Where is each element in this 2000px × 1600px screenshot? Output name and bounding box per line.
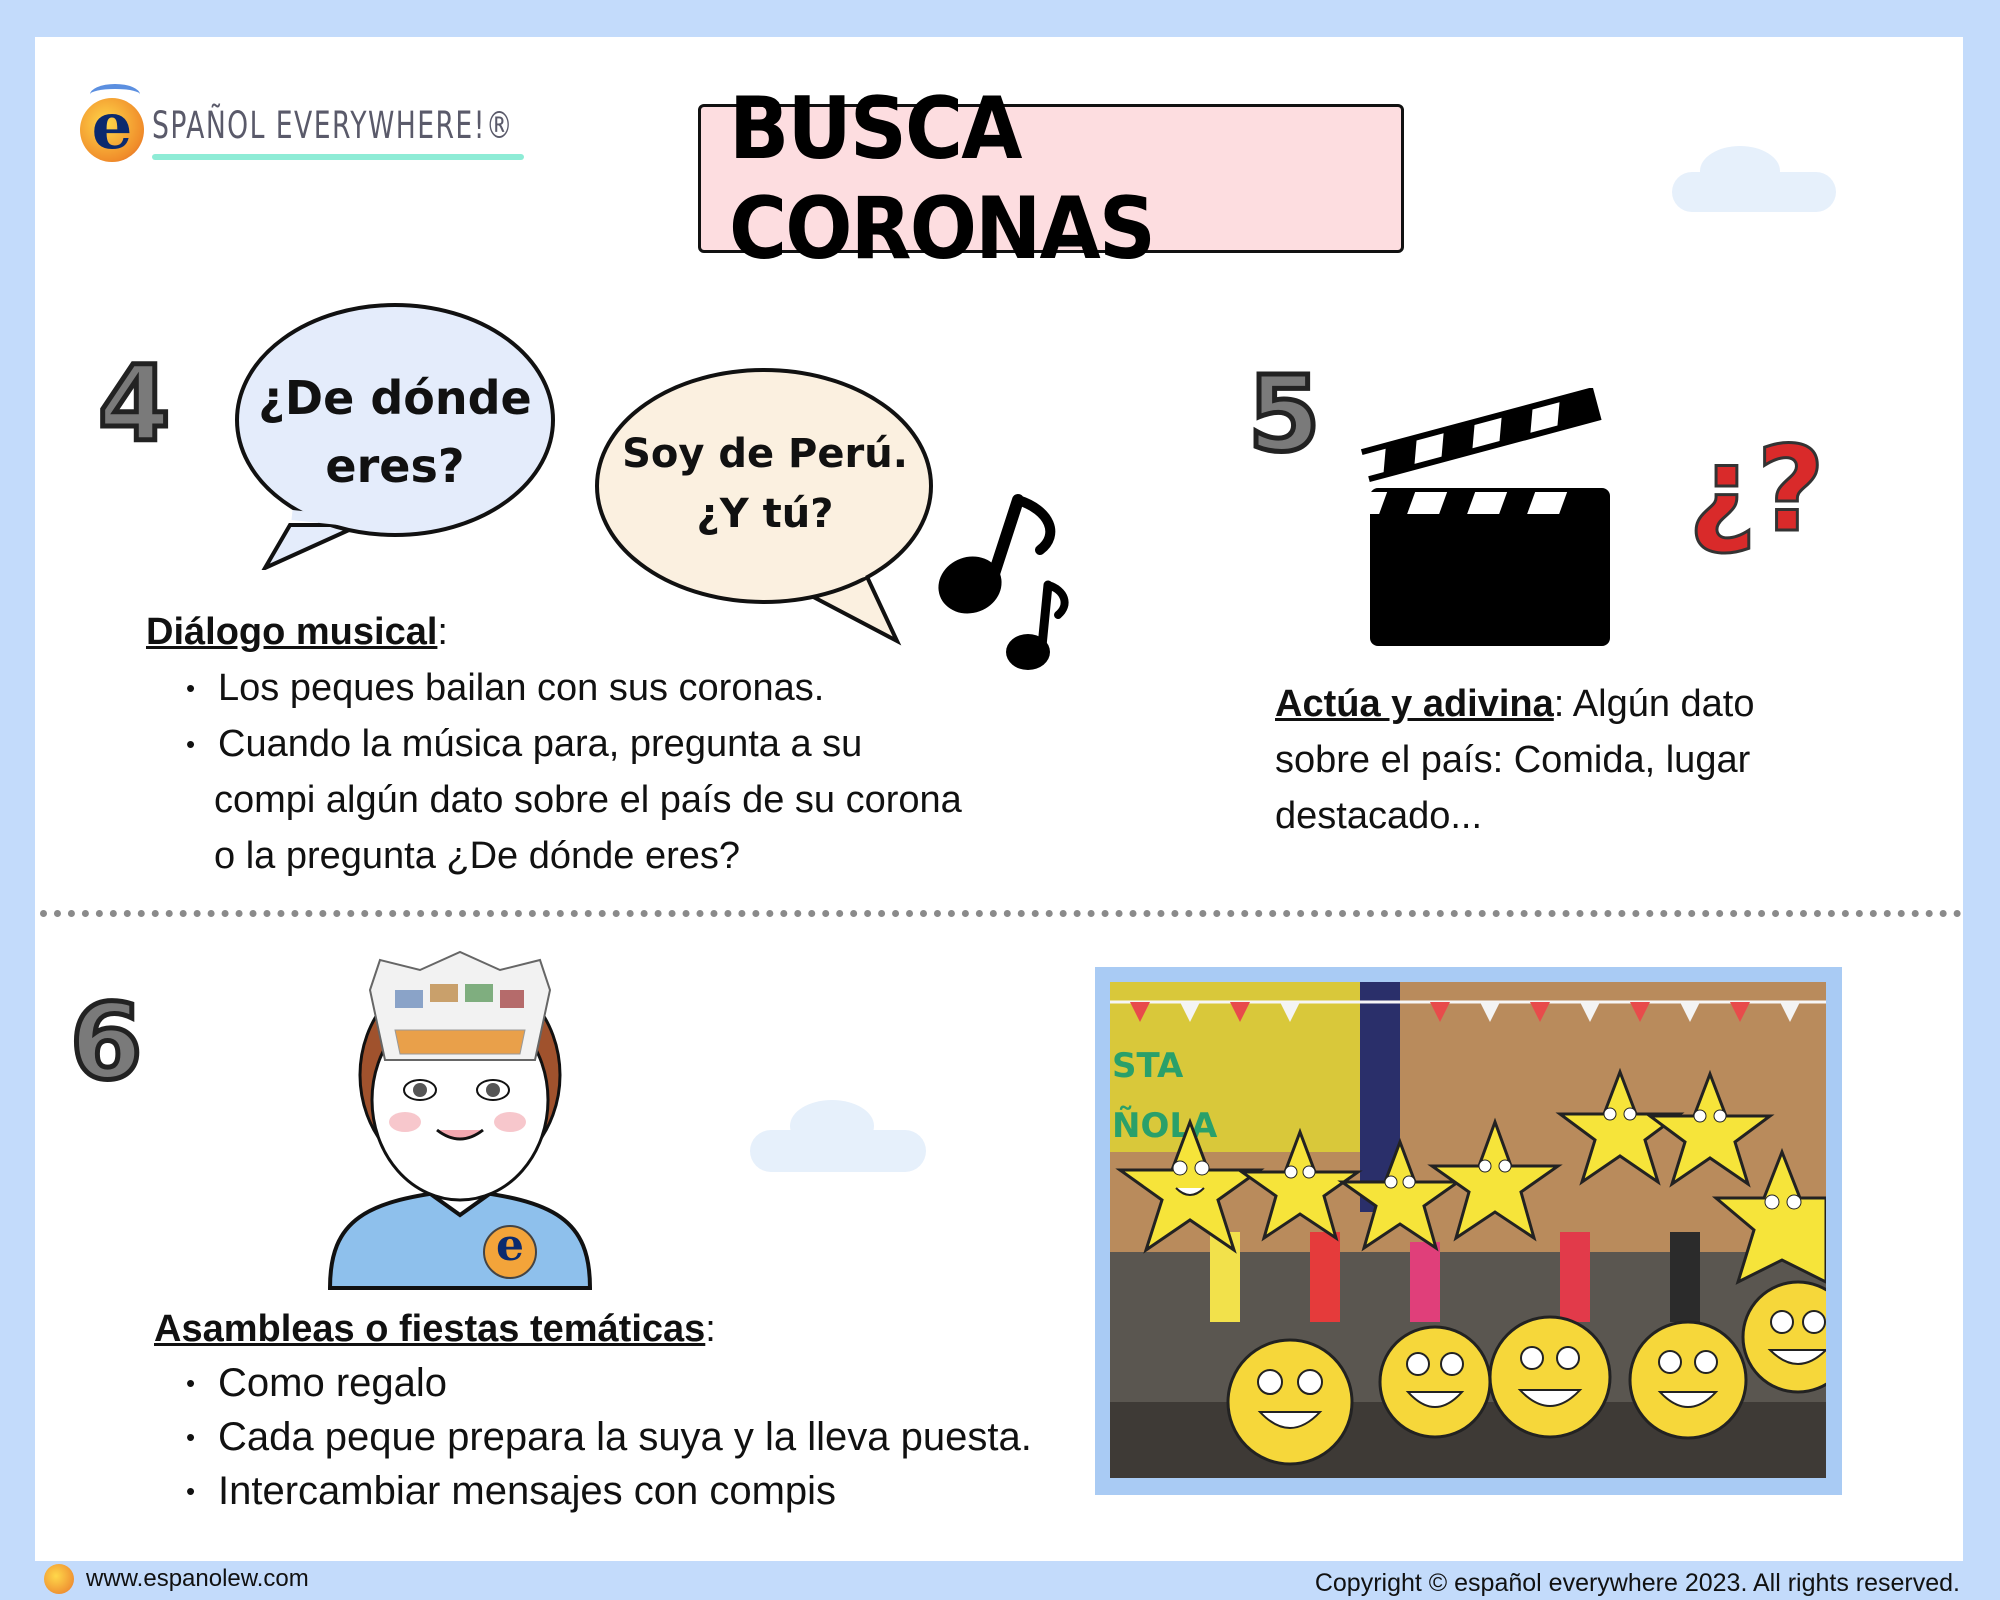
cloud-icon: [790, 1100, 874, 1152]
section-number-4: 4: [98, 343, 171, 465]
list-item: • Cuando la música para, pregunta a su: [180, 716, 980, 772]
asambleas-list: [180, 1356, 1080, 1518]
list-item: • Cada peque prepara la suya y la lleva puesta.: [180, 1410, 1080, 1464]
star-face-icon: [1432, 1122, 1558, 1238]
section-divider: [40, 910, 1962, 917]
espanol-everywhere-logo: [80, 78, 514, 168]
photo-overlay: [1110, 982, 1826, 1478]
photo-sign-text: STA ÑOLA: [1112, 1046, 1218, 1146]
dialogo-musical-continuation: compi algún dato sobre el país de su corona o la pregunta ¿De dónde eres?: [214, 779, 962, 877]
footer-url[interactable]: www.espanolew.com: [86, 1565, 309, 1592]
logo-text: SPAÑOL EVERYWHERE!®: [152, 104, 514, 147]
question-marks-icon: ¿?: [1688, 420, 1825, 558]
smiley-face-icon: [1743, 1282, 1826, 1392]
section-number-6: 6: [70, 981, 143, 1103]
smiley-face-icon: [1490, 1317, 1610, 1437]
speech-bubble-question: ¿De dónde eres?: [258, 371, 532, 493]
star-face-icon: [1120, 1122, 1260, 1250]
footer-copyright: Copyright © español everywhere 2023. All rights reserved.: [1314, 1569, 1960, 1597]
page-title: BUSCA CORONAS: [729, 78, 1155, 279]
title-banner: [698, 78, 1404, 279]
logo-underline: [152, 154, 524, 160]
logo-e-icon: e: [80, 98, 144, 162]
music-notes-icon: [930, 490, 1070, 680]
section-number-5: 5: [1248, 353, 1321, 475]
star-face-icon: [1242, 1132, 1358, 1238]
star-face-icon: [1560, 1072, 1680, 1182]
star-face-icon: [1650, 1074, 1770, 1184]
speech-bubble-answer: Soy de Perú. ¿Y tú?: [622, 431, 908, 537]
smiley-face-icon: [1380, 1327, 1490, 1437]
dialogo-musical-list: [180, 660, 980, 772]
badge-e-icon: e: [496, 1220, 524, 1271]
list-item: • Intercambiar mensajes con compis: [180, 1464, 1080, 1518]
footer-logo-icon: [44, 1564, 74, 1594]
clapperboard-icon: [1355, 388, 1620, 648]
star-face-icon: [1342, 1142, 1458, 1248]
smiley-face-icon: [1228, 1340, 1352, 1464]
actua-adivina-heading: Actúa y adivina: [1275, 683, 1554, 725]
asambleas-heading: Asambleas o fiestas temáticas:: [154, 1308, 716, 1350]
list-item: • Los peques bailan con sus coronas.: [180, 660, 980, 716]
actua-adivina-text: Actúa y adivina: Algún dato sobre el país: Comida, lugar destacado...: [1275, 683, 1755, 837]
smiley-face-icon: [1630, 1322, 1746, 1438]
cloud-icon: [1700, 146, 1780, 196]
list-item: • Como regalo: [180, 1356, 1080, 1410]
child-with-crown-illustration: [325, 950, 595, 1290]
dialogo-musical-heading: Diálogo musical:: [146, 611, 448, 653]
